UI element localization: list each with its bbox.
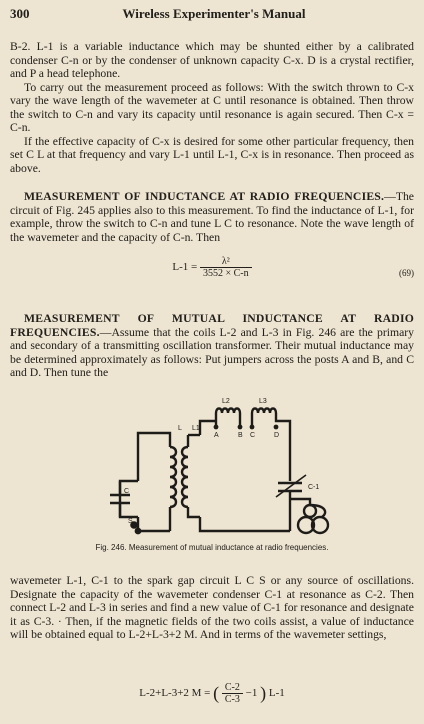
label-post-c: C [250,432,256,439]
label-s: S [128,518,133,525]
label-post-d: D [274,432,280,439]
intro-text [10,40,414,175]
formula-69 [10,256,414,292]
formula-close-paren: ) [260,683,267,703]
label-l3: L3 [259,398,267,405]
formula-mutual-numerator: C-2 [222,682,243,694]
label-l2: L2 [222,398,230,405]
formula-mutual-rhs: L-1 [268,687,285,700]
page-header [10,6,418,24]
paragraph-wavemeter-settings: wavemeter L-1, C-1 to the spark gap circuit L C S or any source of oscillations. Designate the capacity of the wavemeter condenser C-1 at resonance as C-2. Then connect L-2 and L-3 in series and find a new value of C-1 for resonance and designate it as C-3. · Then, if the magnetic fields of the two coils assist, a value of inductance will be obtained equal to L-2+L-3+2 M. And in terms of the wavemeter settings, [10,574,414,641]
formula-69-lhs: L-1 = [172,261,198,274]
label-l: L [178,425,182,432]
equation-number: (69) [399,268,414,278]
section-mutual-body: —Assume that the coils L-2 and L-3 in Fig. 246 are the primary and secondary of a transmitting oscillation transformer. Their mutual inductance may be determined approximately as follows: Put jumpers across the posts A and B, and C and D. Then tune the [10,325,414,379]
figure-246-circuit [100,393,340,541]
formula-mutual-expression [10,682,414,705]
label-l1: L1 [192,425,200,432]
formula-minus-one: −1 [245,687,258,700]
section-mutual-paragraph [10,312,414,380]
formula-mutual-fraction [222,682,243,705]
label-c1: C-1 [308,484,320,491]
circuit-diagram [100,393,340,541]
formula-69-numerator: λ² [200,256,252,268]
formula-69-denominator: 3552 × C-n [202,268,249,279]
paragraph-fig245-description: B-2. L-1 is a variable inductance which may be shunted either by a calibrated condenser C-n or by the condenser of unknown capacity C-x. D is a crystal rectifier, and P a head telephone. [10,40,414,80]
page-number: 300 [10,6,30,21]
section-inductance [10,190,414,244]
text-after-figure [10,574,414,642]
paragraph-procedure: To carry out the measurement proceed as follows: With the switch thrown to C-x vary the wave length of the wavemeter at C until resonance is obtained. Then throw the switch to C-n and vary its capacity until resonance is again secured. Then C-x = C-n. [10,80,414,134]
section-inductance-paragraph [10,190,414,244]
section-inductance-body: —The circuit of Fig. 245 applies also to this measurement. To find the inductance of L-1, for example, throw the switch to C-n and tune L C to resonance. Note the wave length of the wavemeter and the capacity of C-n. Then [10,190,414,244]
formula-69-fraction [200,256,252,279]
paragraph-effective-capacity: If the effective capacity of C-x is desired for some other particular frequency, then set C L at that frequency and vary L-1 until L-1, C-x is in resonance. Then proceed as above. [10,134,414,175]
section-inductance-heading: MEASUREMENT OF INDUCTANCE AT RADIO FREQUENCIES. [24,190,385,203]
formula-69-expression [10,256,414,279]
figure-caption: Fig. 246. Measurement of mutual inductance at radio frequencies. [95,543,329,552]
section-mutual-heading: MEASUREMENT OF MUTUAL INDUCTANCE AT RADIO FREQUENCIES. [10,312,414,339]
formula-mutual-lhs: L-2+L-3+2 M = [139,687,211,700]
label-c: C [124,488,130,495]
label-post-b: B [238,432,243,439]
formula-mutual-inductance [10,682,414,716]
formula-open-paren: ( [213,683,220,703]
running-title: Wireless Experimenter's Manual [122,6,306,21]
section-mutual-inductance [10,312,414,380]
formula-mutual-denominator: C-3 [224,694,240,705]
label-post-a: A [214,432,219,439]
